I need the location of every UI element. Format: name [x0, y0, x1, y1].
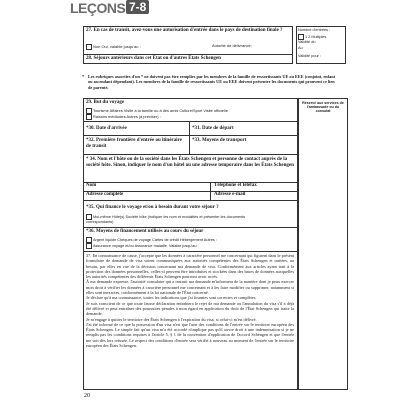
- q34-title: * 34. Nom et l'hôte ou de la société dans les États Schengen et personne de contact auprès de la société hôte. Sinon, indiquer le nom d'un hôtel ou une adresse temporaire dans les États Schengen: [86, 157, 294, 168]
- divider: [83, 182, 298, 183]
- reserved-label: Réservé aux services de l'ambassade ou du consulat: [302, 101, 344, 114]
- divider: [83, 54, 293, 55]
- q27-options-text: Non Oui, valable jusqu'au :: [93, 44, 141, 50]
- q37-paragraph: Je m'engage à quitter le territoire des États Schengen à l'expiration du visa, si celui-ci m'est délivré.: [86, 316, 257, 322]
- q34-email: Adresse e-mail: [214, 192, 246, 197]
- q29-options-1-text: Tourisme Affaires Visite à la famille ou à des amis Culture/Sport Visite officielle: [93, 108, 228, 114]
- checkbox[interactable]: [86, 114, 92, 120]
- page-number: 20: [84, 393, 90, 399]
- q34-name: Nom: [86, 183, 97, 188]
- validity-for: Validité pour :: [298, 54, 321, 58]
- q37-paragraph: À ma demande expresse, l'autorité consulaire qui a instruit ma demande m'informera de la manière dont je peux exercer mon droit à vérifier les données à caractère personnel me concernant et à les faire modifier ou supprimer, notamment si elles sont inexactes, conformément à la loi nationale de l'État concerné.: [86, 279, 294, 296]
- q37-paragraph: Je suis conscient de ce que toute fausse déclaration entraînera le rejet de ma demande ou l'annulation du visa s'il a déjà été délivré et peut entraîner des poursuites pénales à mon égard en application du droit de l'État Schengen qui traite la demande.: [86, 300, 294, 317]
- divider: [83, 154, 298, 155]
- q36-options-1-text: Argent liquide Chèques de voyage Cartes de crédit Hébergement Autres :: [93, 238, 217, 242]
- divider: [83, 135, 298, 136]
- family-note: [82, 74, 338, 90]
- q36-options-2: [86, 243, 199, 249]
- entries-count-label: Nombre d'entrées :: [298, 28, 331, 32]
- q35-options-1-text: Moi-même Hôte(s) Société hôte (indiquer les nom et modalités et présenter les documents: [93, 215, 246, 219]
- entries-choices-text: 1 2 Multiples: [305, 35, 327, 39]
- family-note-text: Les rubriques assorties d'un * ne doivent pas être remplies par les membres de la famille de ressortissants UE ou EEE (conjoint, enfant ou ascendant dépendant). Les membres de la famille de ressortissants UE ou EEE doivent présenter les documents qui prouvent ce lien de parenté.: [88, 74, 336, 90]
- q29-title: 29. But du voyage: [86, 100, 125, 105]
- divider: [83, 200, 298, 201]
- q29-options-2-text: Raisons médicales Autres (à préciser) :: [93, 114, 161, 120]
- q37-paragraph: Je déclare qu'à ma connaissance, toutes les indications que j'ai fournies sont correctes et complètes.: [86, 295, 257, 301]
- q30-label: *30. Date d'arrivée: [86, 126, 127, 131]
- divider: [189, 121, 190, 135]
- checkbox[interactable]: [86, 44, 92, 50]
- q27-authority: Autorité de délivrance:: [212, 43, 252, 48]
- q27-options: [86, 44, 141, 50]
- q36-options-2-text: Assurance voyage et/ou Assurance maladie. Valable jusqu'au :: [93, 244, 199, 248]
- q31-label: *31. Date de départ: [192, 126, 234, 131]
- q34-address: Adresse complète: [86, 192, 124, 197]
- q36-title: *36. Moyens de financement utilisés au cours du séjour: [86, 229, 204, 234]
- q33-label: *33. Moyens de transport: [192, 138, 247, 143]
- divider: [189, 135, 190, 154]
- validity-to: Au: [298, 46, 303, 50]
- q34-phone: Téléphone et téléfax: [214, 183, 257, 188]
- divider: [83, 227, 298, 228]
- q37-declaration: [86, 253, 294, 388]
- q35-title: *35. Qui finance le voyage et/ou à besoin durant votre séjour ?: [86, 205, 219, 210]
- q35-options-2: correspondants): [86, 220, 114, 224]
- q32-label: *32. Première frontière d'entrée ou itinéraire de transit: [86, 138, 182, 149]
- checkbox[interactable]: [86, 243, 92, 249]
- divider: [83, 121, 298, 122]
- q27-title: 27. En cas de transit, avez-vous une autorisation d'entrée dans le pays de destination finale ?: [86, 28, 283, 33]
- divider: [83, 251, 298, 252]
- q37-paragraph: 37. En connaissance de cause, j'accepte que les données à caractère personnel me concernant qui figurent dans le présent formulaire de demande de visa soient communiquées aux autorités compétentes des États Schengen et traitées, au besoin, par elles en vue de la décision concernant ma demande de visa. Conformément aux articles ayant trait à la protection des données personnelles, celles-ci peuvent être introduites et stockées dans des bases de données auxquelles les autorités compétentes des différents États Schengen pourront avoir accès.: [86, 253, 294, 280]
- validity-from: Validité du: [298, 40, 316, 44]
- reserved-column: [298, 98, 348, 390]
- q37-paragraph: J'ai été informé de ce que la possession d'un visa n'est que l'une des conditions de l'entrée sur le territoire européen des États Schengen. Le simple fait qu'un visa m'a été accordé n'implique pas qu'il ouvre droit à une indemnisation si je ne remplis pas les conditions requises à l'article 5, § 1 de la convention d'application de l'accord Schengen et que l'entrée me soit dès lors refusée. Le respect des conditions d'entrée sera vérifié à nouveau au moment de l'entrée sur le territoire européen des États Schengen.: [86, 321, 294, 349]
- lessons-brand: LEÇONS: [70, 0, 126, 16]
- q29-options-2: [86, 114, 161, 120]
- page-header: [70, 0, 190, 16]
- lesson-number-badge: 7-8: [126, 0, 149, 14]
- asterisk-icon: *: [82, 74, 85, 79]
- q28-title: 28. Séjours antérieurs dans cet État ou d'autres États Schengen: [86, 56, 221, 61]
